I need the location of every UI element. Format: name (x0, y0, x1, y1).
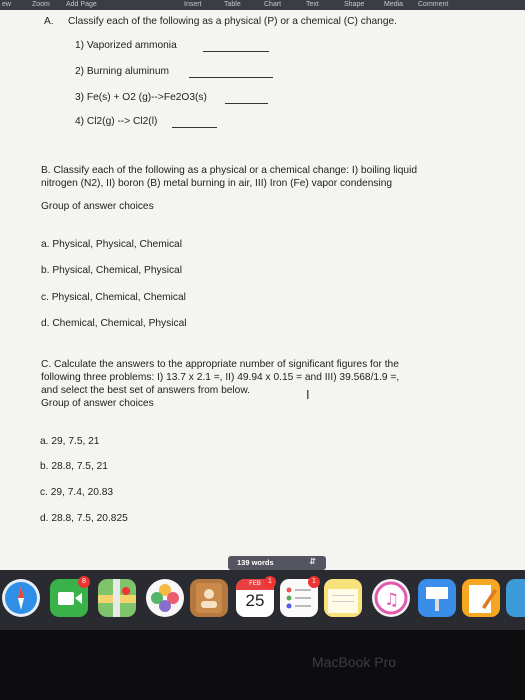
toolbar-chart[interactable]: Chart (264, 1, 282, 8)
toolbar-comment[interactable]: Comment (418, 1, 449, 8)
calendar-day: 25 (245, 591, 265, 610)
chevron-up-down-icon: ⇵ (309, 557, 316, 566)
section-a-marker: A. (44, 16, 54, 27)
toolbar-view[interactable]: ew (2, 1, 11, 8)
section-c-choice-c[interactable]: c. 29, 7.4, 20.83 (40, 487, 114, 498)
svg-text:♫: ♫ (384, 590, 400, 610)
notification-badge: 8 (78, 576, 90, 588)
section-a-item-3: 3) Fe(s) + O2 (g)-->Fe2O3(s) (75, 92, 207, 103)
section-b-question-line-2: nitrogen (N2), II) boron (B) metal burning in air, III) Iron (Fe) vapor condensing (41, 178, 393, 189)
toolbar-zoom[interactable]: Zoom (32, 1, 50, 8)
laptop-bezel (0, 630, 525, 700)
keynote-icon[interactable] (418, 579, 456, 617)
toolbar-media[interactable]: Media (384, 1, 404, 8)
maps-icon[interactable] (98, 579, 136, 617)
section-c-group-label: Group of answer choices (41, 398, 154, 409)
answer-blank-3[interactable] (225, 103, 268, 104)
notification-badge: 1 (264, 576, 276, 588)
section-a-item-4: 4) Cl2(g) --> Cl2(l) (75, 116, 158, 127)
toolbar-insert[interactable]: Insert (184, 1, 202, 8)
section-b-choice-a[interactable]: a. Physical, Physical, Chemical (41, 239, 182, 250)
word-count-label: 139 words (237, 558, 274, 567)
section-b-choice-d[interactable]: d. Chemical, Chemical, Physical (41, 318, 187, 329)
section-c-choice-b[interactable]: b. 28.8, 7.5, 21 (40, 461, 108, 472)
toolbar (0, 0, 525, 10)
section-a-item-2: 2) Burning aluminum (75, 66, 169, 77)
dock (0, 570, 525, 630)
reminders-icon[interactable] (280, 579, 318, 617)
facetime-icon[interactable] (50, 579, 88, 617)
answer-blank-2[interactable] (189, 77, 273, 78)
section-b-choice-c[interactable]: c. Physical, Chemical, Chemical (41, 292, 186, 303)
section-c-question-line-1: C. Calculate the answers to the appropriate number of significant figures for the (41, 359, 399, 370)
safari-icon[interactable] (2, 579, 40, 617)
document-page[interactable] (0, 10, 525, 570)
section-b-group-label: Group of answer choices (41, 201, 154, 212)
section-c-question-line-3: and select the best set of answers from below. (41, 385, 250, 396)
section-a-heading: Classify each of the following as a physical (P) or a chemical (C) change. (68, 16, 397, 27)
calendar-icon[interactable] (236, 579, 274, 617)
notification-badge: 1 (308, 576, 320, 588)
section-b-question-line-1: B. Classify each of the following as a physical or a chemical change: I) boiling liquid (41, 165, 418, 176)
text-cursor-icon: I (306, 387, 310, 402)
answer-blank-4[interactable] (172, 127, 217, 128)
contacts-icon[interactable] (190, 579, 228, 617)
brand-label: MacBook Pro (312, 654, 397, 670)
answer-blank-1[interactable] (203, 51, 269, 52)
itunes-icon[interactable] (372, 579, 410, 617)
toolbar-shape[interactable]: Shape (344, 1, 365, 8)
notes-icon[interactable] (324, 579, 362, 617)
section-c-choice-a[interactable]: a. 29, 7.5, 21 (40, 436, 100, 447)
section-c-choice-d[interactable]: d. 28.8, 7.5, 20.825 (40, 513, 128, 524)
word-count-pill[interactable] (228, 556, 326, 570)
calendar-month: FEB (236, 579, 274, 590)
pages-icon[interactable] (462, 579, 500, 617)
toolbar-text[interactable]: Text (306, 1, 319, 8)
section-c-question-line-2: following three problems: I) 13.7 x 2.1 =, II) 49.94 x 0.15 = and III) 39.568/1.9 =, (41, 372, 400, 383)
section-a-item-1: 1) Vaporized ammonia (75, 40, 177, 51)
toolbar-add-page[interactable]: Add Page (66, 1, 97, 8)
toolbar-table[interactable]: Table (224, 1, 241, 8)
numbers-icon[interactable] (506, 579, 525, 617)
photos-icon[interactable] (146, 579, 184, 617)
section-b-choice-b[interactable]: b. Physical, Chemical, Physical (41, 265, 182, 276)
